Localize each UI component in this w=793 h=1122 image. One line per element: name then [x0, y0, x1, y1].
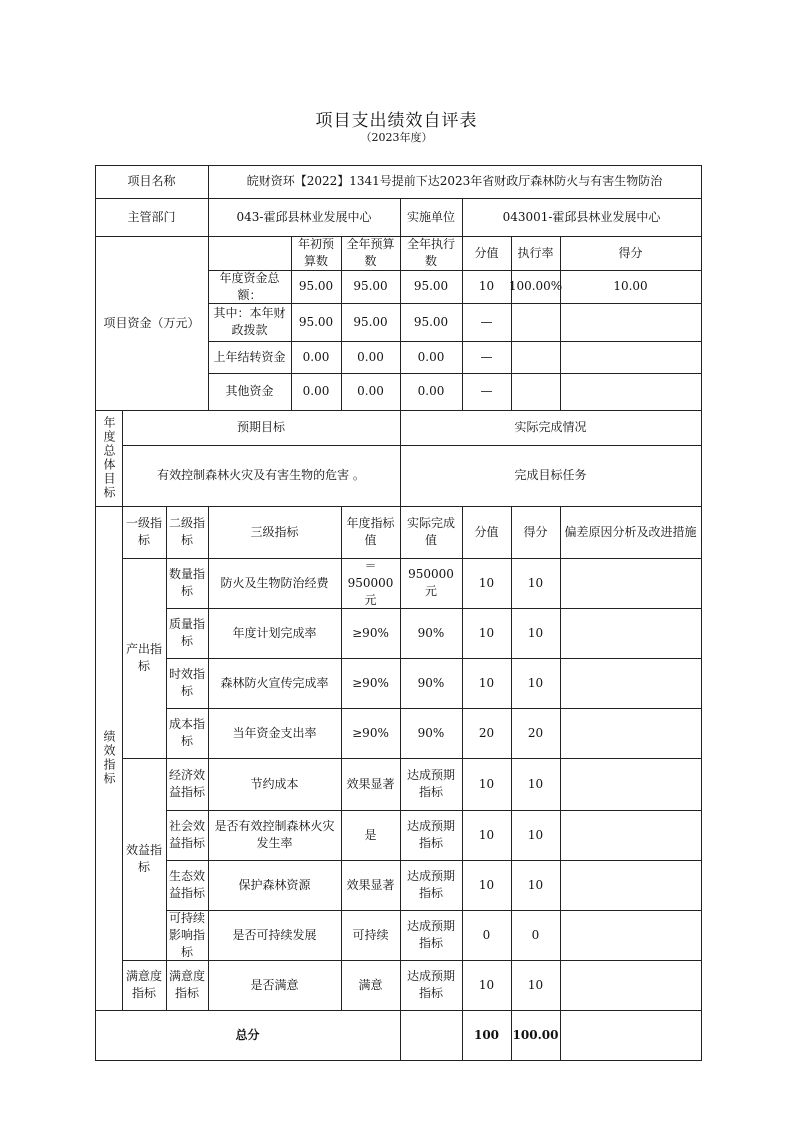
indicator-cell: 成本指标 — [166, 708, 209, 759]
indicator-cell: 是否可持续发展 — [208, 910, 342, 961]
indicator-cell — [560, 758, 702, 811]
funds-header: 执行率 — [511, 236, 561, 271]
funds-cell: 0.00 — [400, 373, 463, 411]
funds-cell: 10 — [462, 270, 512, 304]
project-name-label: 项目名称 — [95, 165, 209, 199]
funds-cell: 95.00 — [291, 303, 342, 342]
indicator-cell: 是否有效控制森林火灾发生率 — [208, 810, 342, 861]
indicator-cell: 效果显著 — [341, 860, 401, 911]
indicator-cell: 10 — [511, 860, 561, 911]
indicator-cell: 达成预期指标 — [400, 960, 463, 1011]
indicator-cell: 时效指标 — [166, 658, 209, 709]
indicator-cell: 是 — [341, 810, 401, 861]
funds-cell: 95.00 — [341, 270, 401, 304]
goals-label: 年度总体目标 — [95, 410, 123, 507]
funds-cell — [560, 373, 702, 411]
actual-goal-label: 实际完成情况 — [400, 410, 702, 446]
funds-cell — [511, 341, 561, 374]
indicator-cell: 当年资金支出率 — [208, 708, 342, 759]
indicator-cell: 10 — [462, 558, 512, 609]
indicator-cell: 10 — [511, 960, 561, 1011]
funds-cell: — — [462, 373, 512, 411]
funds-cell: 0.00 — [291, 373, 342, 411]
indicator-cell: ≥90% — [341, 658, 401, 709]
indicator-cell: 10 — [462, 960, 512, 1011]
dept-value: 043-霍邱县林业发展中心 — [208, 198, 401, 237]
indicator-cell — [560, 558, 702, 609]
indicator-cell — [560, 810, 702, 861]
indicator-cell: 经济效益指标 — [166, 758, 209, 811]
funds-header: 年初预算数 — [291, 236, 342, 271]
indicator-cell: 0 — [462, 910, 512, 961]
funds-cell: 上年结转资金 — [208, 341, 292, 374]
funds-cell: 0.00 — [291, 341, 342, 374]
indicator-cell — [560, 860, 702, 911]
funds-cell — [511, 373, 561, 411]
indicator-cell: 10 — [511, 810, 561, 861]
page-title: 项目支出绩效自评表 — [315, 111, 478, 131]
indicator-cell: 90% — [400, 658, 463, 709]
indicator-cell: 90% — [400, 708, 463, 759]
funds-cell: 年度资金总额： — [208, 270, 292, 304]
page-subtitle: （2023年度） — [360, 131, 433, 144]
project-name-value: 皖财资环【2022】1341号提前下达2023年省财政厅森林防火与有害生物防治 — [208, 165, 702, 199]
funds-cell: 0.00 — [341, 341, 401, 374]
funds-header: 全年预算数 — [341, 236, 401, 271]
indicator-cell: 10 — [511, 608, 561, 659]
performance-header: 实际完成值 — [400, 506, 463, 559]
group-satisfaction: 满意度指标 — [122, 960, 167, 1011]
unit-label: 实施单位 — [400, 198, 463, 237]
performance-header: 三级指标 — [208, 506, 342, 559]
indicator-cell: 10 — [511, 758, 561, 811]
actual-goal-value: 完成目标任务 — [400, 445, 702, 507]
indicator-cell: 数量指标 — [166, 558, 209, 609]
indicator-cell: 10 — [511, 558, 561, 609]
total-score: 100 — [462, 1010, 512, 1061]
performance-header: 偏差原因分析及改进措施 — [560, 506, 702, 559]
indicator-cell: 森林防火宣传完成率 — [208, 658, 342, 709]
indicator-cell: 生态效益指标 — [166, 860, 209, 911]
funds-header: 分值 — [462, 236, 512, 271]
total-got: 100.00 — [511, 1010, 561, 1061]
unit-value: 043001-霍邱县林业发展中心 — [462, 198, 702, 237]
funds-cell: 10.00 — [560, 270, 702, 304]
funds-header — [208, 236, 292, 271]
indicator-cell: 10 — [462, 860, 512, 911]
indicator-cell: 防火及生物防治经费 — [208, 558, 342, 609]
indicator-cell: 达成预期指标 — [400, 810, 463, 861]
indicator-cell: 社会效益指标 — [166, 810, 209, 861]
indicator-cell — [560, 708, 702, 759]
indicator-cell: 10 — [462, 658, 512, 709]
performance-header: 一级指标 — [122, 506, 167, 559]
indicator-cell: 20 — [462, 708, 512, 759]
indicator-cell: ＝950000元 — [341, 558, 401, 609]
performance-header: 得分 — [511, 506, 561, 559]
dept-label: 主管部门 — [95, 198, 209, 237]
indicator-cell — [560, 608, 702, 659]
indicator-cell: 0 — [511, 910, 561, 961]
indicator-cell: 保护森林资源 — [208, 860, 342, 911]
funds-cell — [560, 341, 702, 374]
indicator-cell — [560, 910, 702, 961]
funds-label: 项目资金（万元） — [95, 236, 209, 411]
indicator-cell: 达成预期指标 — [400, 758, 463, 811]
funds-header: 全年执行数 — [400, 236, 463, 271]
funds-cell: 95.00 — [400, 303, 463, 342]
indicator-cell: 年度计划完成率 — [208, 608, 342, 659]
indicator-cell: 90% — [400, 608, 463, 659]
indicator-cell: 效果显著 — [341, 758, 401, 811]
indicator-cell: 20 — [511, 708, 561, 759]
performance-header: 二级指标 — [166, 506, 209, 559]
indicator-cell: 10 — [462, 608, 512, 659]
indicator-cell: 可持续 — [341, 910, 401, 961]
funds-cell: 0.00 — [341, 373, 401, 411]
indicator-cell: 10 — [511, 658, 561, 709]
indicator-cell — [560, 960, 702, 1011]
indicator-cell: 质量指标 — [166, 608, 209, 659]
indicator-cell: ≥90% — [341, 608, 401, 659]
total-blank — [400, 1010, 463, 1061]
funds-cell: — — [462, 303, 512, 342]
indicator-cell: 可持续影响指标 — [166, 910, 209, 961]
funds-cell: 其中：本年财政拨款 — [208, 303, 292, 342]
indicator-cell: 950000元 — [400, 558, 463, 609]
indicator-cell: 满意 — [341, 960, 401, 1011]
indicator-cell: ≥90% — [341, 708, 401, 759]
group-benefit: 效益指标 — [122, 758, 167, 961]
performance-label: 绩效指标 — [95, 506, 123, 1011]
group-output: 产出指标 — [122, 558, 167, 759]
indicator-cell: 达成预期指标 — [400, 910, 463, 961]
funds-cell: 95.00 — [400, 270, 463, 304]
expected-goal-label: 预期目标 — [122, 410, 401, 446]
funds-header: 得分 — [560, 236, 702, 271]
indicator-cell: 节约成本 — [208, 758, 342, 811]
funds-cell: 0.00 — [400, 341, 463, 374]
performance-header: 年度指标值 — [341, 506, 401, 559]
performance-header: 分值 — [462, 506, 512, 559]
indicator-cell — [560, 658, 702, 709]
indicator-cell: 10 — [462, 758, 512, 811]
funds-cell: 其他资金 — [208, 373, 292, 411]
indicator-cell: 10 — [462, 810, 512, 861]
funds-cell: 95.00 — [291, 270, 342, 304]
funds-cell — [560, 303, 702, 342]
funds-cell: — — [462, 341, 512, 374]
funds-cell — [511, 303, 561, 342]
expected-goal-value: 有效控制森林火灾及有害生物的危害 。 — [122, 445, 401, 507]
total-note — [560, 1010, 702, 1061]
funds-cell: 95.00 — [341, 303, 401, 342]
funds-cell: 100.00% — [511, 270, 561, 304]
total-label: 总分 — [95, 1010, 401, 1061]
indicator-cell: 是否满意 — [208, 960, 342, 1011]
indicator-cell: 满意度指标 — [166, 960, 209, 1011]
indicator-cell: 达成预期指标 — [400, 860, 463, 911]
